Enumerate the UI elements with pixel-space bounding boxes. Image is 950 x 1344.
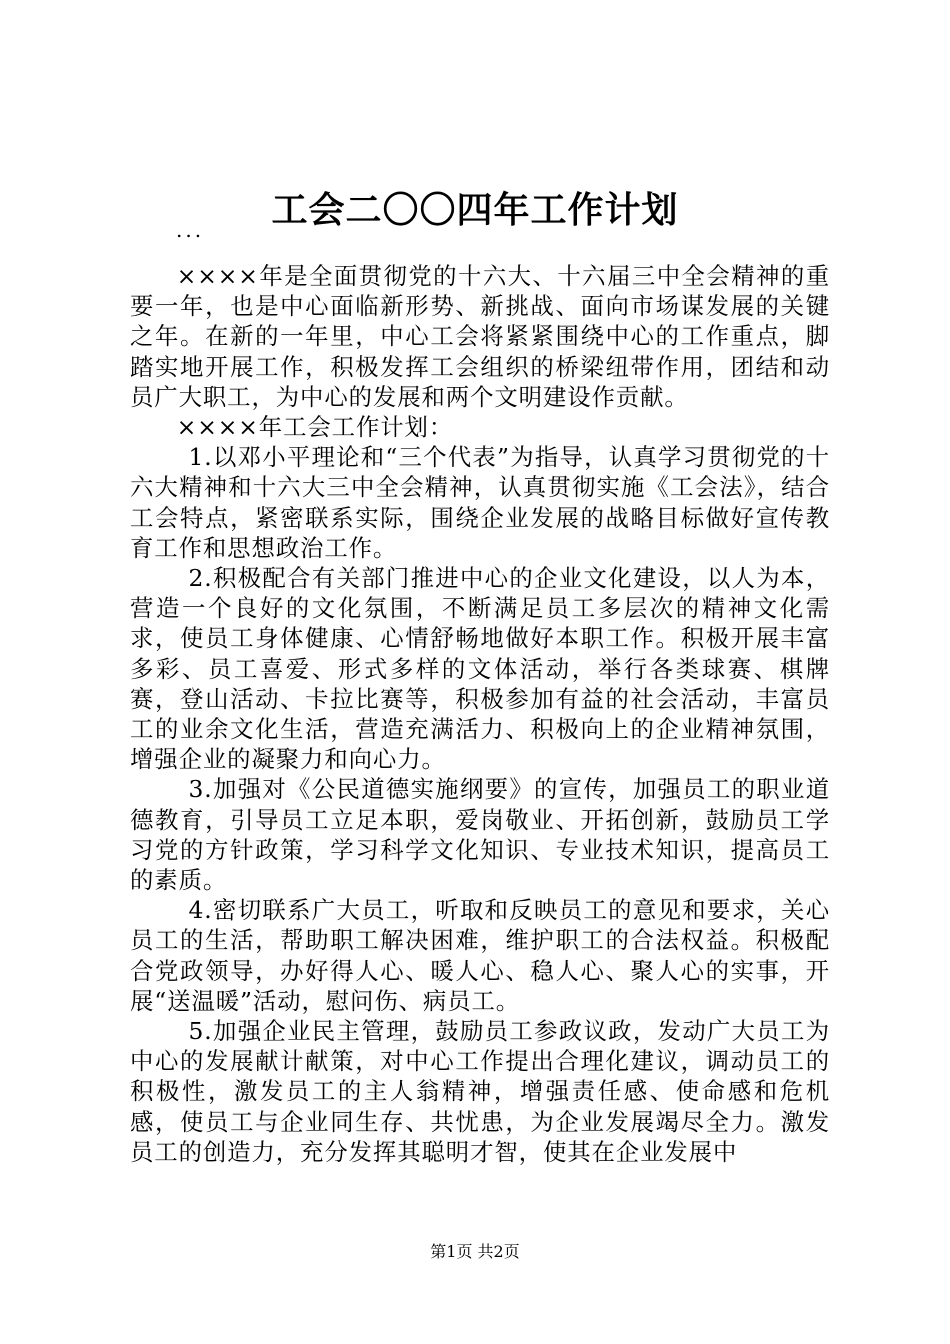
plan-item-4: 4.密切联系广大员工，听取和反映员工的意见和要求，关心员工的生活，帮助职工解决困难，维护职工的合法权益。积极配合党政领导，办好得人心、暖人心、稳人心、聚人心的实事，开展“送温暖”活动，慰问伤、病员工。 bbox=[130, 896, 830, 1015]
document-title: 工会二〇〇四年工作计划 bbox=[271, 189, 679, 231]
plan-heading: ××××年工会工作计划： bbox=[176, 413, 454, 442]
plan-item-3: 3.加强对《公民道德实施纲要》的宣传，加强员工的职业道德教育，引导员工立足本职，爱岗敬业、开拓创新，鼓励员工学习党的方针政策，学习科学文化知识、专业技术知识，提高员工的素质。 bbox=[130, 775, 830, 895]
plan-item-2: 2.积极配合有关部门推进中心的企业文化建设，以人为本，营造一个良好的文化氛围，不断满足员工多层次的精神文化需求，使员工身体健康、心情舒畅地做好本职工作。积极开展丰富多彩、员工喜爱、形式多样的文体活动，举行各类球赛、棋牌赛，登山活动、卡拉比赛等，积极参加有益的社会活动，丰富员工的业余文化生活，营造充满活力、积极向上的企业精神氛围，增强企业的凝聚力和向心力。 bbox=[130, 564, 830, 774]
plan-item-5: 5.加强企业民主管理，鼓励员工参政议政，发动广大员工为中心的发展献计献策，对中心工作提出合理化建议，调动员工的积极性，激发员工的主人翁精神，增强责任感、使命感和危机感，使员工与企业同生存、共忧患，为企业发展竭尽全力。激发员工的创造力，充分发挥其聪明才智，使其在企业发展中 bbox=[130, 1017, 830, 1166]
document-body bbox=[130, 261, 830, 1167]
intro-paragraph: ××××年是全面贯彻党的十六大、十六届三中全会精神的重要一年，也是中心面临新形势、新挑战、面向市场谋发展的关键之年。在新的一年里，中心工会将紧紧围绕中心的工作重点，脚踏实地开展工作，积极发挥工会组织的桥梁纽带作用，团结和动员广大职工，为中心的发展和两个文明建设作贡献。 bbox=[130, 262, 830, 411]
plan-item-1: 1.以邓小平理论和“三个代表”为指导，认真学习贯彻党的十六大精神和十六大三中全会精神，认真贯彻实施《工会法》，结合工会特点，紧密联系实际，围绕企业发展的战略目标做好宣传教育工作和思想政治工作。 bbox=[130, 443, 830, 562]
page-footer: 第1页 共2页 bbox=[430, 1242, 520, 1261]
ellipsis-marker: ... bbox=[176, 218, 205, 242]
